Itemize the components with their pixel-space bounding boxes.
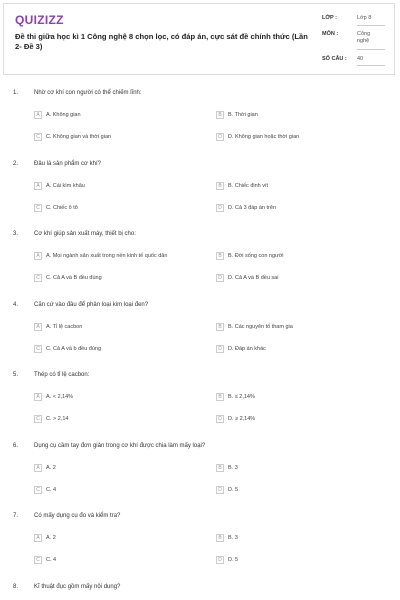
option-text: D. Cả A và B đều sai [228, 275, 279, 281]
class-label: LỚP : [322, 15, 337, 21]
option-text: A. 2 [46, 464, 56, 471]
answer-option[interactable] [34, 204, 78, 212]
option-letter-box: C [34, 486, 42, 494]
page-title: Đề thi giữa học kì 1 Công nghệ 8 chọn lọc, có đáp án, cực sát đề chính thức (Lần 2- Đề 3) [15, 32, 308, 51]
option-text: A. Tỉ lệ cacbon [46, 323, 83, 330]
class-divider [357, 25, 385, 26]
question-number: 1. [13, 90, 19, 96]
option-text: D. ≥ 2,14% [228, 416, 256, 422]
option-text: C. Không gian và thời gian [46, 134, 112, 140]
answer-option[interactable] [34, 556, 56, 564]
answer-option[interactable] [34, 345, 101, 353]
option-letter-box: D [216, 204, 224, 212]
option-letter-box: C [34, 274, 42, 282]
option-letter-box: D [216, 274, 224, 282]
option-letter-box: C [34, 345, 42, 353]
answer-option[interactable] [34, 534, 56, 542]
option-letter-box: D [216, 133, 224, 141]
option-text: C. Chiếc ô tô [46, 204, 78, 211]
subject-divider [357, 49, 385, 50]
class-value: Lớp 8 [357, 15, 372, 21]
option-letter-box: C [34, 556, 42, 564]
option-letter-box: B [216, 323, 224, 331]
option-letter-box: D [216, 486, 224, 494]
option-text: B. Đời sống con người [228, 253, 284, 259]
answer-option[interactable] [216, 111, 258, 119]
option-letter-box: C [34, 204, 42, 212]
option-text: C. 4 [46, 557, 57, 563]
option-letter-box: B [216, 393, 224, 401]
option-letter-box: B [216, 182, 224, 190]
answer-option[interactable] [34, 486, 56, 494]
option-letter-box: C [34, 133, 42, 141]
question-text: Đâu là sản phẩm cơ khí? [34, 160, 101, 167]
option-letter-box: A [34, 252, 42, 260]
question-number: 5. [13, 372, 19, 378]
subject-label: MÔN : [322, 31, 339, 37]
option-text: B. ≤ 2,14% [228, 394, 255, 400]
option-text: B. 3 [228, 535, 238, 541]
option-letter-box: D [216, 556, 224, 564]
option-letter-box: C [34, 415, 42, 423]
answer-option[interactable] [34, 252, 167, 260]
question-text: Có mấy dụng cụ đo và kiểm tra? [34, 513, 121, 519]
answer-option[interactable] [34, 415, 68, 423]
answer-option[interactable] [34, 464, 56, 472]
option-text: D. 5 [228, 486, 239, 493]
answer-option[interactable] [34, 274, 102, 282]
option-letter-box: A [34, 111, 42, 119]
answer-option[interactable] [216, 204, 276, 212]
option-letter-box: A [34, 464, 42, 472]
answer-option[interactable] [216, 464, 238, 472]
option-text: C. 4 [46, 486, 57, 493]
count-value: 40 [357, 56, 364, 62]
answer-option[interactable] [34, 393, 73, 401]
answer-option[interactable] [216, 556, 238, 564]
question-text: Nhờ cơ khí con người có thể chiếm lĩnh: [34, 90, 142, 96]
question-text: Kĩ thuật đục gồm mấy nội dung? [34, 583, 121, 590]
answer-option[interactable] [216, 486, 238, 494]
question-text: Căn cứ vào đâu để phân loại kim loại đen? [34, 301, 149, 308]
question-number: 2. [13, 160, 19, 167]
answer-option[interactable] [216, 415, 255, 423]
option-text: D. Đáp án khác [228, 345, 266, 352]
option-letter-box: B [216, 534, 224, 542]
option-text: D. 5 [228, 557, 239, 563]
option-text: D. Cả 3 đáp án trên [228, 204, 277, 211]
option-text: D. Không gian hoặc thời gian [228, 134, 300, 140]
option-text: A. 2 [46, 535, 56, 541]
question-text: Dụng cụ cầm tay đơn giản trong cơ khí được chia làm mấy loại? [34, 442, 206, 449]
question-number: 6. [13, 442, 19, 449]
option-text: C. Cả A và B đều đúng [46, 275, 102, 281]
option-letter-box: D [216, 415, 224, 423]
option-letter-box: A [34, 182, 42, 190]
option-letter-box: A [34, 534, 42, 542]
option-letter-box: B [216, 252, 224, 260]
option-text: B. Các nguyên tố tham gia [228, 323, 293, 330]
question-text: Thép có tỉ lệ cacbon: [34, 372, 90, 378]
answer-option[interactable] [216, 393, 255, 401]
option-text: A. < 2,14% [46, 394, 74, 400]
option-text: C. Cả A và b đều đúng [46, 345, 102, 352]
count-divider [357, 65, 385, 66]
option-letter-box: A [34, 393, 42, 401]
option-letter-box: B [216, 464, 224, 472]
answer-option[interactable] [216, 345, 266, 353]
answer-option[interactable] [216, 252, 284, 260]
answer-option[interactable] [34, 111, 81, 119]
question-number: 4. [13, 301, 19, 308]
option-letter-box: B [216, 111, 224, 119]
option-text: C. > 2,14 [46, 416, 69, 422]
question-number: 8. [13, 583, 19, 590]
option-letter-box: A [34, 323, 42, 331]
answer-option[interactable] [216, 274, 278, 282]
subject-value: Công nghệ [357, 31, 371, 44]
question-text: Cơ khí giúp sản xuất máy, thiết bị cho: [34, 231, 136, 237]
option-text: B. Chiếc đinh vít [228, 182, 269, 189]
option-letter-box: D [216, 345, 224, 353]
count-label: SỐ CÂU : [322, 56, 347, 62]
option-text: A. Cái kìm khâu [46, 182, 85, 189]
answer-option[interactable] [216, 182, 268, 190]
answer-option[interactable] [216, 323, 293, 331]
question-number: 7. [13, 513, 19, 519]
question-number: 3. [13, 231, 19, 237]
answer-option[interactable] [34, 182, 85, 190]
option-text: A. Mọi ngành sản xuất trong nền kinh tế quốc dân [46, 253, 168, 259]
answer-option[interactable] [216, 133, 299, 141]
answer-option[interactable] [34, 133, 111, 141]
answer-option[interactable] [216, 534, 238, 542]
answer-option[interactable] [34, 323, 82, 331]
option-text: B. 3 [228, 464, 238, 471]
quizizz-logo: QUIZIZZ [15, 13, 64, 27]
option-text: B. Thời gian [228, 112, 258, 118]
option-text: A. Không gian [46, 112, 81, 118]
